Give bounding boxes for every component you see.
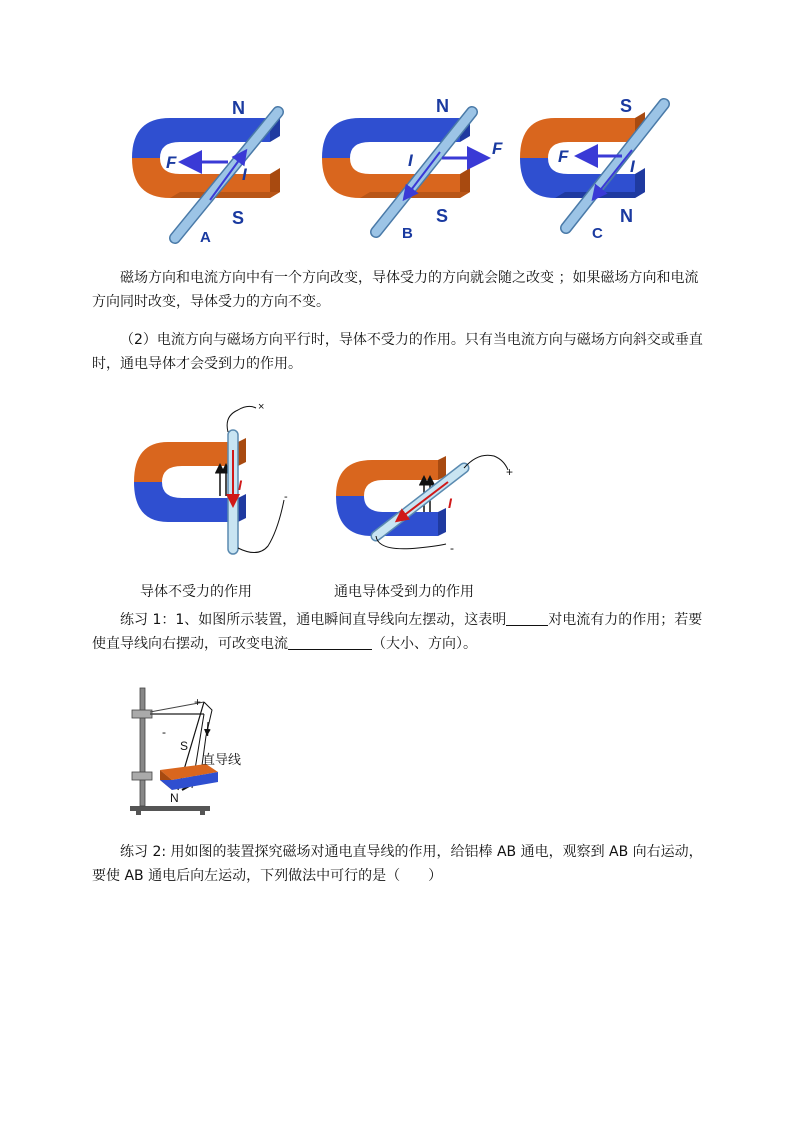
exercise-1-blank-1[interactable]	[506, 611, 548, 626]
exercise-1-text-a: 练习 1：1、如图所示装置，通电瞬间直导线向左摆动，这表明	[120, 612, 507, 628]
pole-s-label: S	[180, 739, 189, 753]
wire-bottom-label-right: -	[450, 541, 454, 555]
exercise-1-text-b: 对电流有力的作用；若要使直导线向右摆动，可改变电流	[92, 612, 703, 652]
current-label-right: I	[448, 495, 452, 511]
pole-n-label: N	[170, 791, 179, 805]
pole-label-top-b: N	[436, 96, 449, 116]
magnet-right-oblique	[336, 455, 513, 555]
current-label-a: I	[242, 165, 247, 184]
force-label-a: F	[166, 153, 177, 172]
caption-no-force: 导体不受力的作用	[140, 584, 252, 600]
pole-label-top-a: N	[232, 98, 245, 118]
panel-letter-b: B	[402, 225, 413, 242]
pole-label-bottom-a: S	[232, 208, 245, 228]
current-label-apparatus: I	[206, 725, 210, 739]
figure-magnets-abc	[110, 90, 690, 250]
current-label-c: I	[630, 157, 635, 176]
current-label-b: I	[408, 151, 413, 170]
magnet-panel-a	[132, 98, 280, 246]
exercise-2: 练习 2: 用如图的装置探究磁场对通电直导线的作用，给铝棒 AB 通电，观察到 AB 向右运动，要使 AB 通电后向左运动，下列做法中可行的是（ ）	[92, 844, 703, 884]
magnet-left-parallel	[134, 401, 288, 554]
current-label-left: I	[238, 477, 242, 493]
exercise-1-blank-2[interactable]	[288, 635, 372, 650]
wire-top-label-left: ×	[258, 401, 265, 413]
wire-bottom-label-left: -	[284, 491, 288, 503]
magnet-panel-c	[520, 96, 664, 242]
paragraph-direction-rule: 磁场方向和电流方向中有一个方向改变，导体受力的方向就会随之改变 ；如果磁场方向和电流方向同时改变，导体受力的方向不变。	[92, 270, 699, 310]
exercise-1	[92, 608, 704, 656]
magnet-panel-b	[322, 96, 503, 242]
force-label-c: F	[558, 147, 569, 166]
wire-label: 直导线	[202, 752, 242, 767]
figure-apparatus	[120, 680, 260, 820]
figure-parallel-vs-oblique	[128, 396, 528, 566]
force-label-b: F	[492, 139, 503, 158]
plus-label: +	[194, 695, 202, 709]
minus-label: -	[162, 725, 166, 739]
caption-force: 通电导体受到力的作用	[334, 584, 474, 600]
paragraph-parallel-rule: （2）电流方向与磁场方向平行时，导体不受力的作用。只有当电流方向与磁场方向斜交或垂直时，通电导体才会受到力的作用。	[92, 332, 703, 372]
panel-letter-a: A	[200, 229, 211, 246]
exercise-1-text-c: （大小、方向）。	[372, 636, 477, 652]
pole-label-top-c: S	[620, 96, 633, 116]
panel-letter-c: C	[592, 225, 603, 242]
wire-top-label-right: +	[506, 465, 514, 479]
pole-label-bottom-b: S	[436, 206, 449, 226]
pole-label-bottom-c: N	[620, 206, 633, 226]
